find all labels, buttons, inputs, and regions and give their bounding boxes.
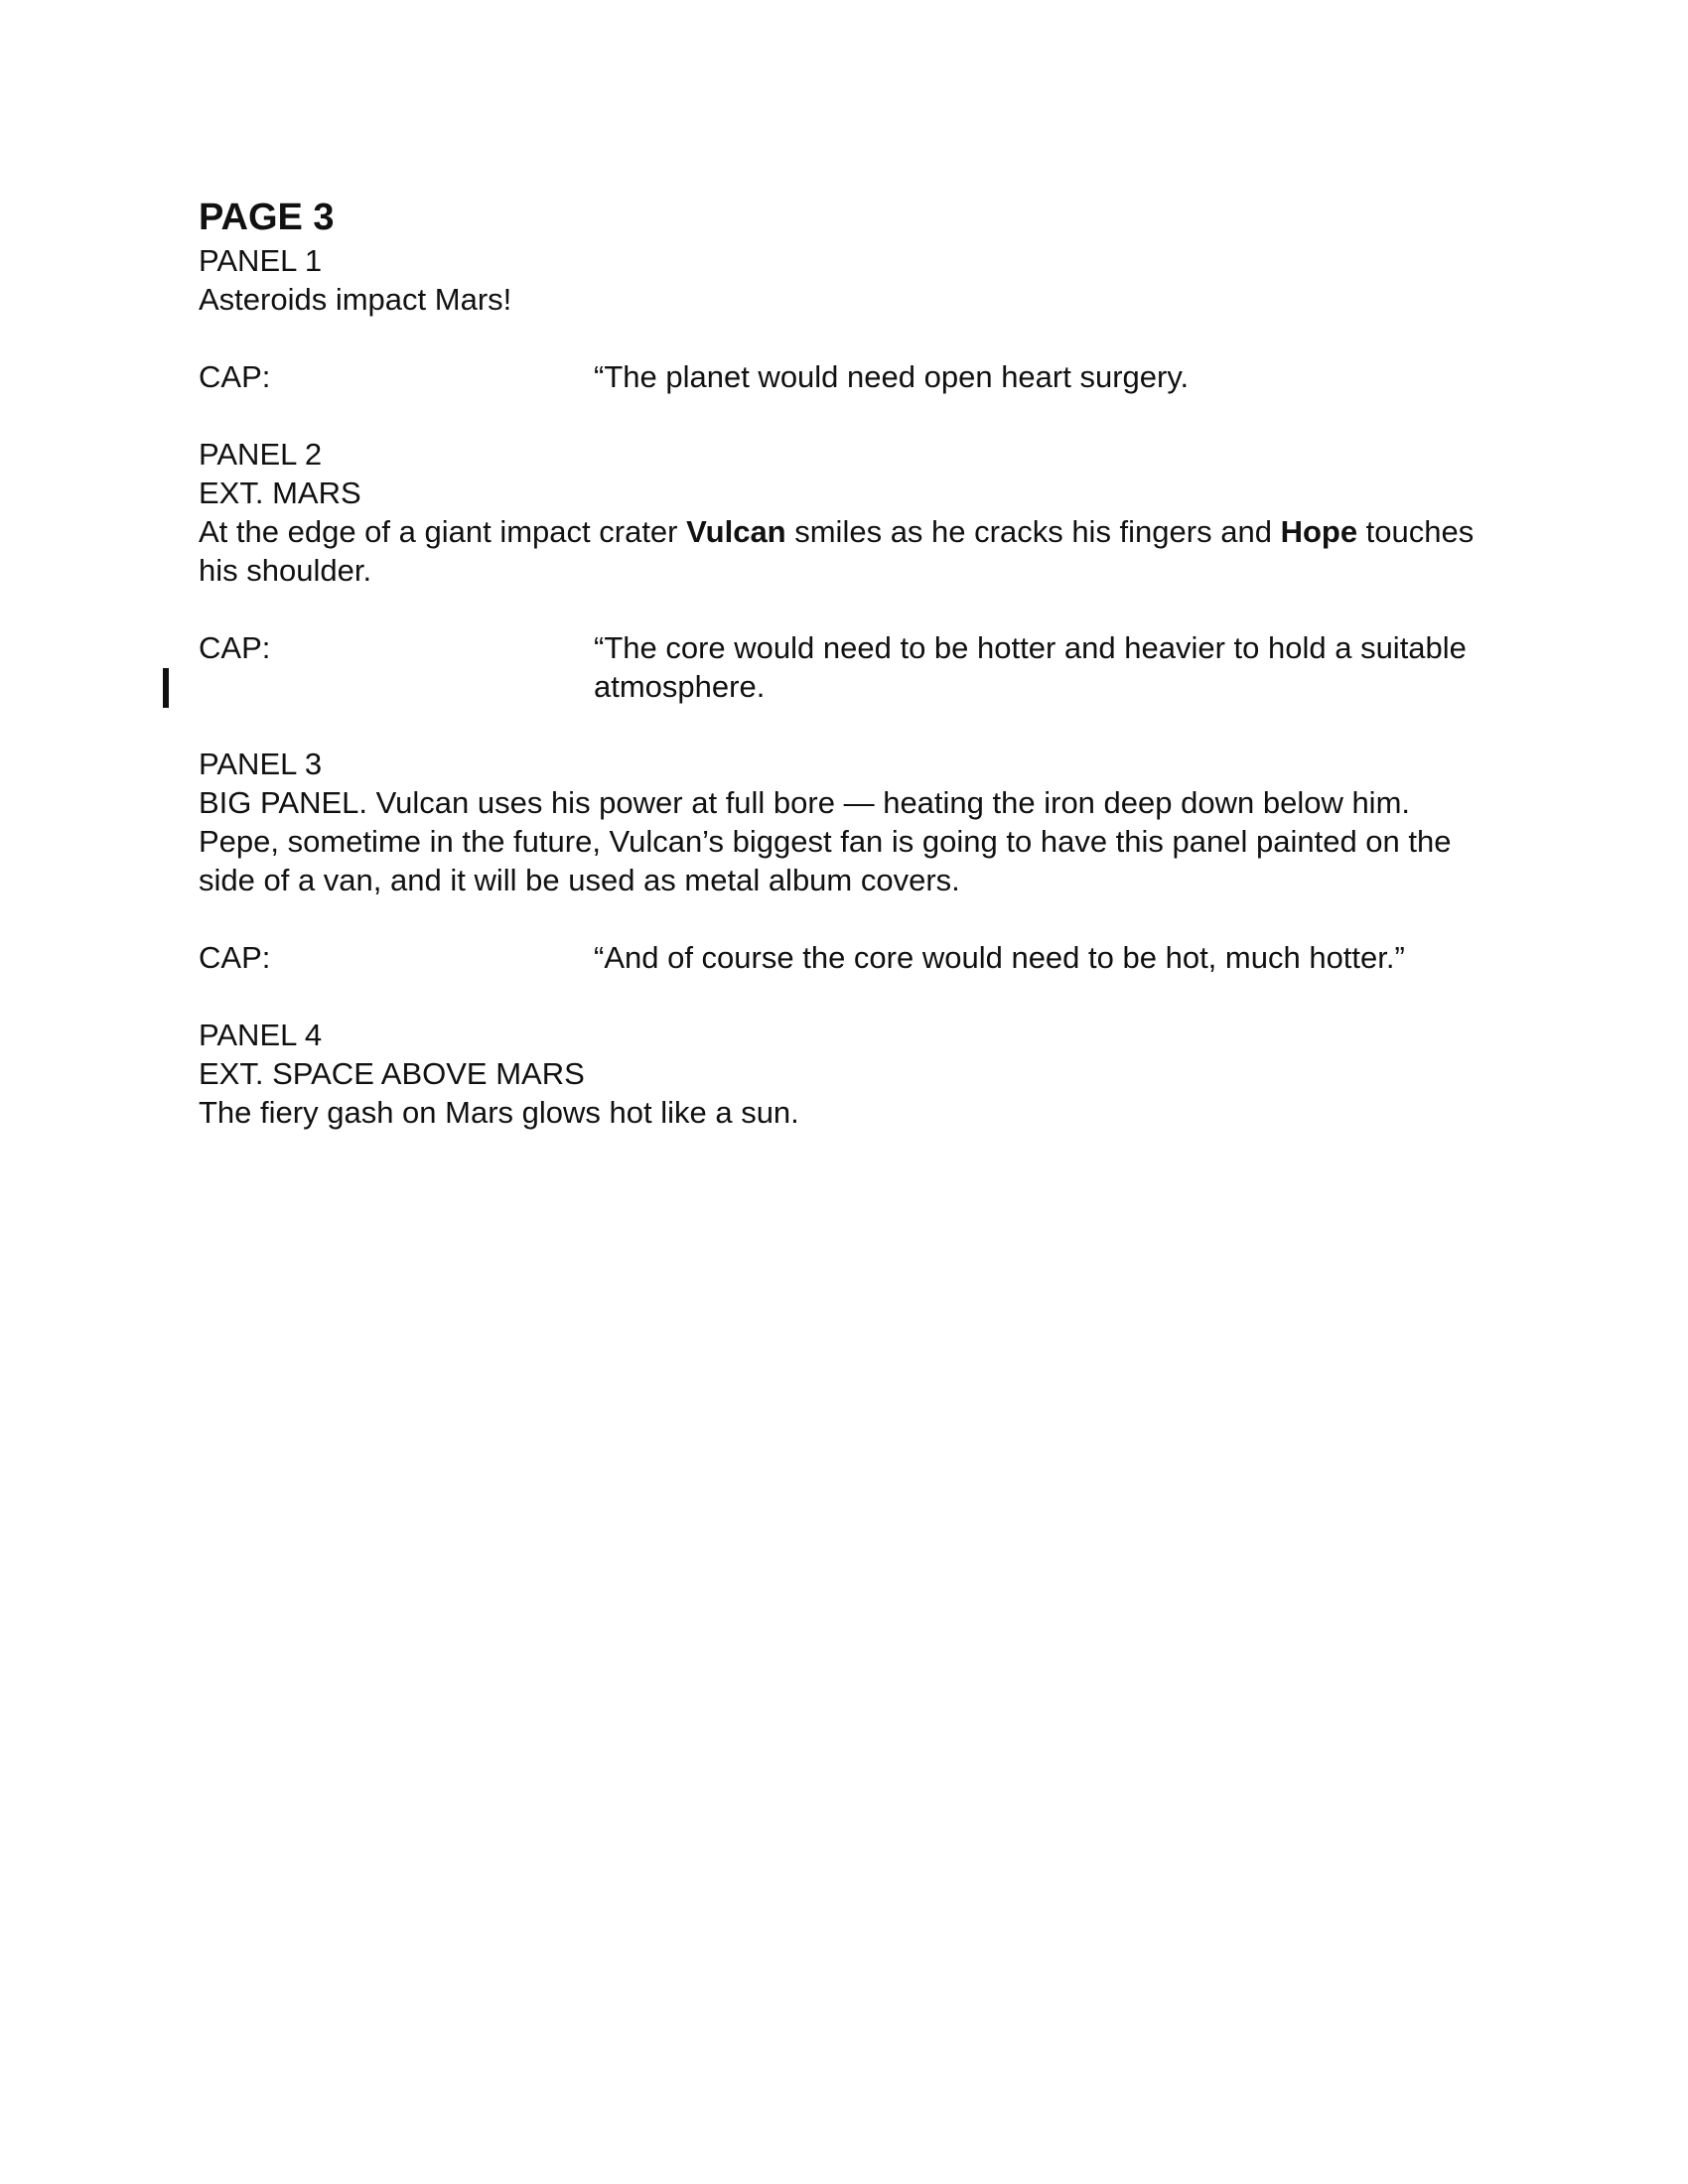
character-name-hope: Hope [1280, 514, 1358, 549]
panel-4-slug: EXT. SPACE ABOVE MARS [199, 1056, 585, 1091]
description-text: touches his shoulder. [199, 514, 1482, 588]
caption-text: “The planet would need open heart surgery. [594, 359, 1190, 394]
panel-2-slug: EXT. MARS [199, 476, 361, 510]
panel-1-label: PANEL 1 [199, 243, 323, 278]
panel-2-description [199, 512, 1489, 590]
description-text: At the edge of a giant impact crater [199, 514, 687, 549]
panel-3-caption [199, 938, 1489, 977]
panel-3-label: PANEL 3 [199, 747, 323, 781]
revision-bar [163, 668, 169, 708]
character-name-vulcan: Vulcan [686, 514, 786, 549]
caption-text: “And of course the core would need to be hot, much hotter.” [594, 940, 1405, 975]
script-content [199, 194, 1489, 1132]
panel-1-description: Asteroids impact Mars! [199, 282, 512, 317]
caption-label: CAP: [199, 359, 271, 394]
panel-1-caption [199, 357, 1489, 396]
panel-2-caption [199, 628, 1489, 706]
description-text: smiles as he cracks his fingers and [785, 514, 1281, 549]
panel-3-description: BIG PANEL. Vulcan uses his power at full bore — heating the iron deep down below him. Pepe, sometime in the future, Vulcan’s biggest fan is going to have this panel painted on the side of a van, and it will be used as metal album covers. [199, 785, 1461, 897]
caption-text: “The core would need to be hotter and heavier to hold a suitable atmosphere. [594, 630, 1467, 704]
panel-2-label: PANEL 2 [199, 437, 323, 472]
caption-label: CAP: [199, 940, 271, 975]
panel-4-description: The fiery gash on Mars glows hot like a sun. [199, 1095, 799, 1130]
caption-label: CAP: [199, 630, 271, 665]
panel-4-label: PANEL 4 [199, 1018, 323, 1052]
page-heading: PAGE 3 [199, 197, 335, 238]
